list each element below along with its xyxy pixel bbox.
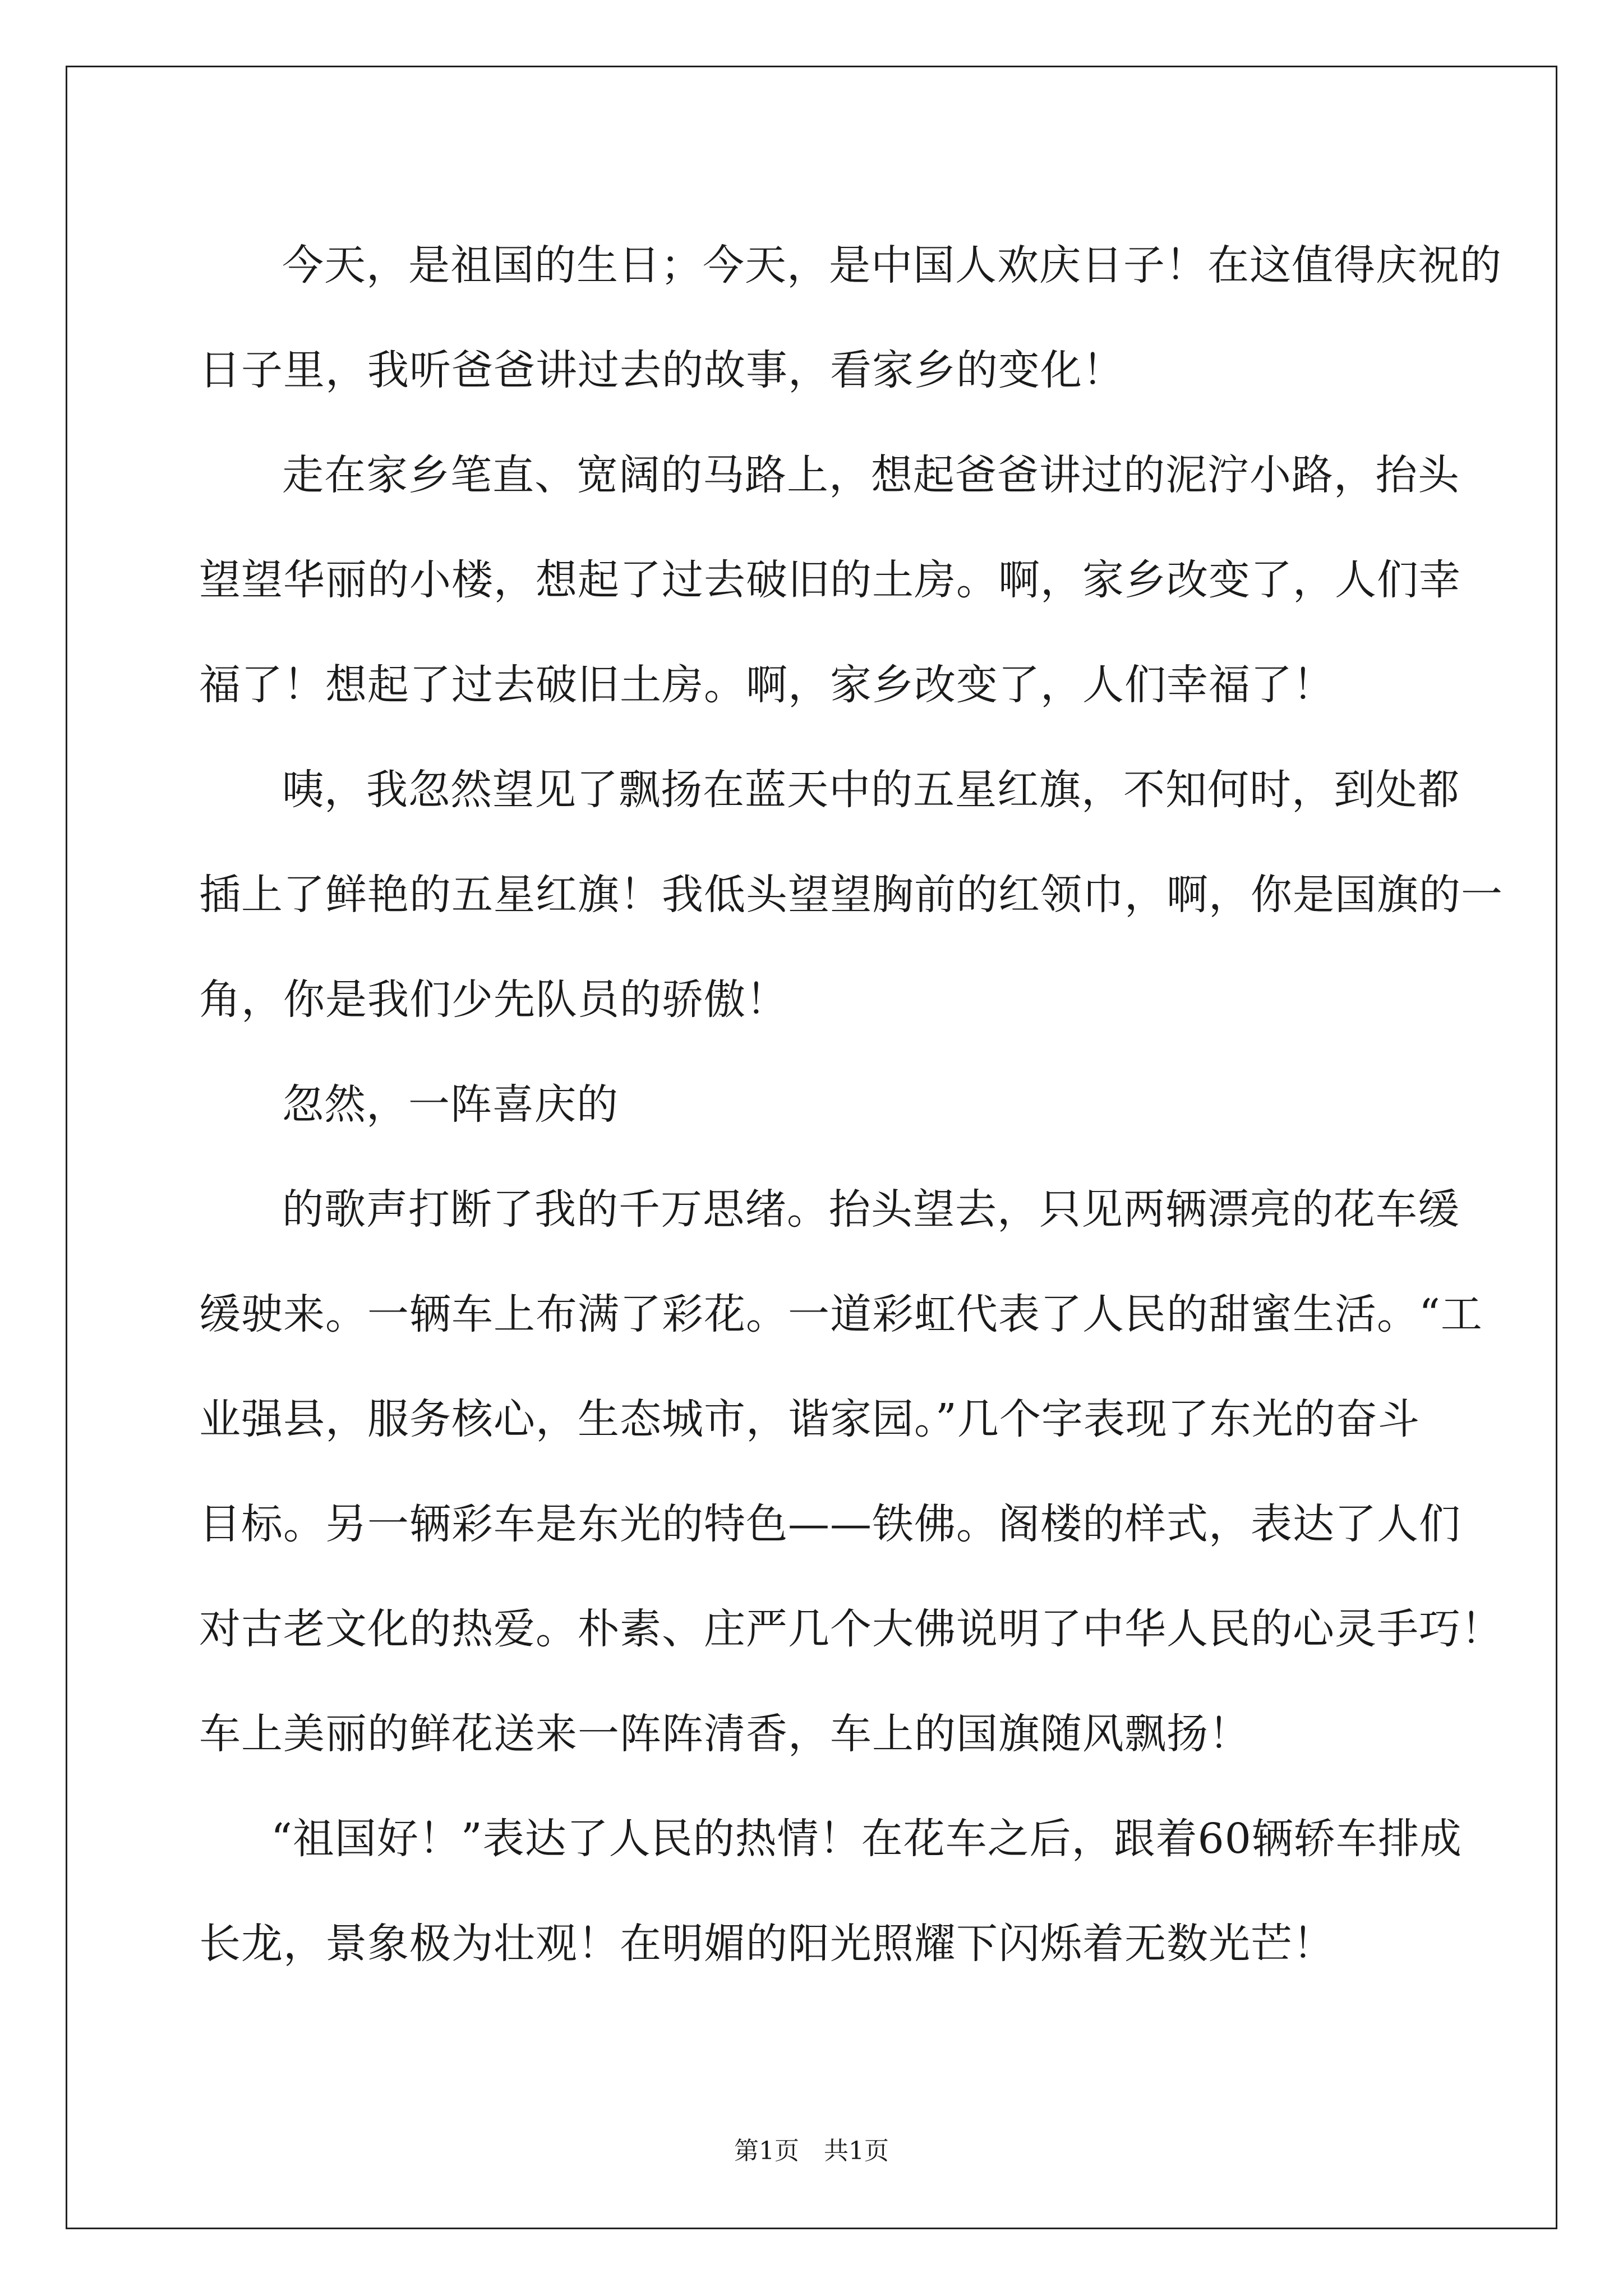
paragraph-line: 角，你是我们少先队员的骄傲！ [199,976,788,1024]
paragraph-line: 忽然，一阵喜庆的 [282,1080,619,1129]
page-number-footer: 第1页 共1页 [734,2137,889,2165]
paragraph-line: 福了！想起了过去破旧土房。啊，家乡改变了，人们幸福了！ [199,661,1335,709]
document-body [199,213,1503,1996]
paragraph-line: 目标。另一辆彩车是东光的特色——铁佛。阁楼的样式，表达了人们 [199,1500,1461,1548]
paragraph-line: 的歌声打断了我的千万思绪。抬头望去，只见两辆漂亮的花车缓 [282,1185,1460,1234]
paragraph-line: 走在家乡笔直、宽阔的马路上，想起爸爸讲过的泥泞小路，抬头 [282,451,1460,499]
paragraph-line: 望望华丽的小楼，想起了过去破旧的土房。啊，家乡改变了，人们幸 [199,556,1461,604]
paragraph-line: 今天，是祖国的生日；今天，是中国人欢庆日子！在这值得庆祝的 [282,241,1502,289]
paragraph-line: 插上了鲜艳的五星红旗！我低头望望胸前的红领巾，啊，你是国旗的一 [199,871,1503,919]
paragraph-line: 对古老文化的热爱。朴素、庄严几个大佛说明了中华人民的心灵手巧！ [199,1605,1503,1653]
paragraph-line: 业强县，服务核心，生态城市，谐家园。”几个字表现了东光的奋斗 [199,1395,1420,1443]
paragraph-line: 日子里，我听爸爸讲过去的故事，看家乡的变化！ [199,346,1124,394]
paragraph-line: 缓驶来。一辆车上布满了彩花。一道彩虹代表了人民的甜蜜生活。“工 [199,1290,1483,1338]
paragraph-line: “祖国好！”表达了人民的热情！在花车之后，跟着60辆轿车排成 [271,1815,1462,1863]
paragraph-line: 长龙，景象极为壮观！在明媚的阳光照耀下闪烁着无数光芒！ [199,1920,1335,1968]
paragraph-line: 车上美丽的鲜花送来一阵阵清香，车上的国旗随风飘扬！ [199,1710,1251,1758]
paragraph-line: 咦，我忽然望见了飘扬在蓝天中的五星红旗，不知何时，到处都 [282,766,1460,814]
